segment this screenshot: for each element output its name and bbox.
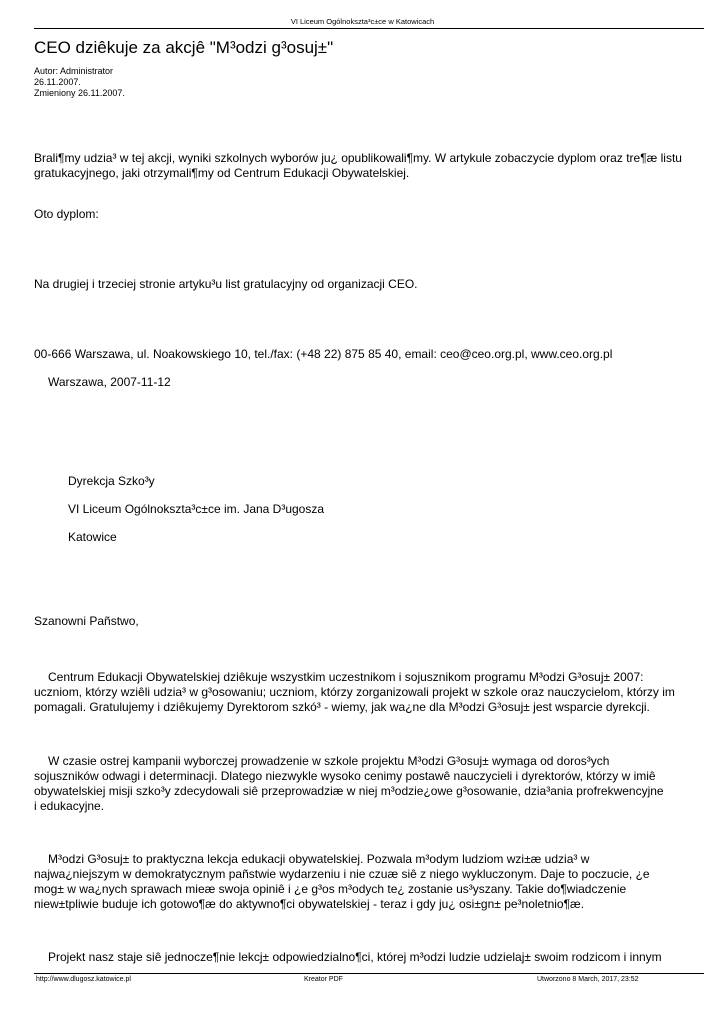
footer-url[interactable]: http://www.dlugosz.katowice.pl bbox=[36, 976, 131, 983]
letter-paragraph-1 bbox=[34, 670, 704, 715]
text-line: gratukacyjnego, jaki otrzymali¶my od Centrum Edukacji Obywatelskiej. bbox=[34, 166, 410, 180]
recipient-name bbox=[68, 502, 725, 517]
article-title: CEO dziêkuje za akcjê "M³odzi g³osuj±" bbox=[34, 38, 334, 57]
recipient-city bbox=[68, 530, 725, 545]
text-line: Katowice bbox=[68, 530, 117, 544]
text-line: Projekt nasz staje siê jednocze¶nie lekcj± odpowiedzialno¶ci, której m³odzi ludzie udzielaj± swoim rodzicom i innym bbox=[48, 950, 662, 964]
text-line: pomagali. Gratulujemy i dziêkujemy Dyrektorom szkó³ - wiemy, jak wa¿ne dla M³odzi G³osuj± jest wsparcie dyrekcji. bbox=[34, 700, 650, 714]
text-line: W czasie ostrej kampanii wyborczej prowadzenie w szkole projektu M³odzi G³osuj± wymaga od doros³ych bbox=[48, 754, 610, 768]
header-rule bbox=[34, 28, 704, 29]
text-line: Brali¶my udzia³ w tej akcji, wyniki szkolnych wyborów ju¿ opublikowali¶my. W artykule zobaczycie dyplom oraz tre¶æ listu bbox=[34, 151, 682, 165]
intro-paragraph bbox=[34, 151, 704, 181]
footer-generator: Kreator PDF bbox=[304, 976, 343, 983]
article-modified: Zmieniony 26.11.2007. bbox=[34, 88, 125, 98]
text-line: obywatelskiej misji szko³y zdecydowali siê przeprowadziæ w niej m³odzie¿owe g³osowanie, dzia³ania profrekwencyjne bbox=[34, 784, 664, 798]
text-line: Dyrekcja Szko³y bbox=[68, 474, 155, 488]
text-line: VI Liceum Ogólnokszta³c±ce im. Jana D³ugosza bbox=[68, 502, 325, 516]
article-date: 26.11.2007. bbox=[34, 77, 81, 87]
header-site-title: VI Liceum Ogólnokszta³c±ce w Katowicach bbox=[290, 17, 435, 26]
footer-created: Utworzono 8 March, 2017, 23:52 bbox=[537, 976, 639, 983]
text-line: Szanowni Pañstwo, bbox=[34, 614, 139, 628]
text-line: mog± w wa¿nych sprawach mieæ swoja opiniê i ¿e g³os m³odych te¿ zostanie us³yszany. Takie do¶wiadczenie bbox=[34, 882, 627, 896]
footer-rule bbox=[34, 973, 704, 974]
text-line: Centrum Edukacji Obywatelskiej dziêkuje wszystkim uczestnikom i sojusznikom programu M³odzi G³osuj± 2007: bbox=[48, 670, 644, 684]
text-line: M³odzi G³osuj± to praktyczna lekcja edukacji obywatelskiej. Pozwala m³odym ludziom wzi±æ udzia³ w bbox=[48, 852, 590, 866]
text-line: uczniom, którzy wziêli udzia³ w g³osowaniu; uczniom, którzy zorganizowali projekt w szkole oraz nauczycielom, którzy im bbox=[34, 685, 675, 699]
place-date bbox=[48, 375, 718, 390]
letter-paragraph-4 bbox=[34, 950, 704, 965]
text-line: sojuszników odwagi i determinacji. Dlatego niezwykle wysoko cenimy postawê nauczycieli i dyrektorów, którzy w imiê bbox=[34, 769, 656, 783]
article-author: Autor: Administrator bbox=[34, 66, 114, 76]
text-line: najwa¿niejszym w demokratycznym pañstwie wydarzeniu i nie czuæ siê z niego wykluczonym. Daje to poczucie, ¿e bbox=[34, 867, 650, 881]
salutation bbox=[34, 614, 704, 629]
text-line: Warszawa, 2007-11-12 bbox=[48, 375, 171, 389]
second-page-note bbox=[34, 277, 704, 292]
text-line: Na drugiej i trzeciej stronie artyku³u list gratulacyjny od organizacji CEO. bbox=[34, 277, 418, 291]
ceo-address bbox=[34, 347, 704, 362]
text-line: niew±tpliwie buduje ich gotowo¶æ do aktywno¶ci obywatelskiej - teraz i gdy ju¿ osi±gn± pe³noletnio¶æ. bbox=[34, 897, 585, 911]
recipient-school bbox=[68, 474, 725, 489]
diploma-caption bbox=[34, 207, 704, 222]
letter-paragraph-3 bbox=[34, 852, 704, 912]
text-line: i edukacyjne. bbox=[34, 799, 105, 813]
text-line: Oto dyplom: bbox=[34, 207, 99, 221]
letter-paragraph-2 bbox=[34, 754, 704, 814]
text-line: 00-666 Warszawa, ul. Noakowskiego 10, tel./fax: (+48 22) 875 85 40, email: ceo@ceo.org.pl, www.ceo.org.pl bbox=[34, 347, 613, 361]
